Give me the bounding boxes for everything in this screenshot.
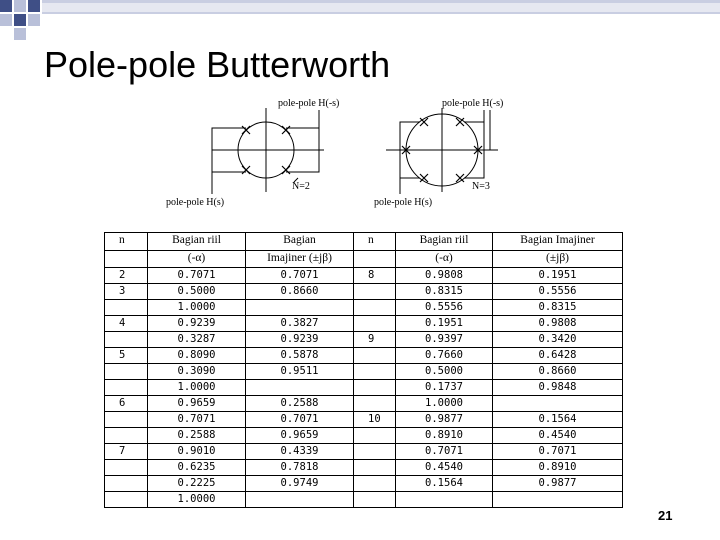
- table-cell: 0.2225: [148, 476, 246, 492]
- leader-line: [464, 110, 484, 122]
- table-row: [105, 316, 623, 332]
- table-cell: [105, 300, 148, 316]
- table-cell: [396, 492, 493, 508]
- table-cell: 0.5556: [396, 300, 493, 316]
- table-cell: 0.7071: [246, 412, 354, 428]
- slide-title: Pole-pole Butterworth: [44, 44, 391, 85]
- table-cell: 0.8660: [246, 284, 354, 300]
- corner-square: [14, 14, 26, 26]
- table-cell: 0.8910: [396, 428, 493, 444]
- table-cell: 7: [105, 444, 148, 460]
- table-cell: [354, 348, 396, 364]
- top-bar-highlight: [42, 3, 720, 12]
- table-cell: 0.9239: [148, 316, 246, 332]
- table-cell: [354, 460, 396, 476]
- table-row: [105, 332, 623, 348]
- diagram-bottom-label: pole-pole H(s): [166, 197, 225, 208]
- table-cell: 1.0000: [396, 396, 493, 412]
- table-cell: 0.7071: [246, 268, 354, 284]
- table-cell: [493, 396, 623, 412]
- table-cell: [354, 316, 396, 332]
- header-cell: Bagian riil: [148, 233, 246, 251]
- table-cell: 0.9010: [148, 444, 246, 460]
- header-cell: [354, 251, 396, 268]
- corner-square: [0, 14, 12, 26]
- table-cell: 0.2588: [246, 396, 354, 412]
- pole-table: [104, 232, 623, 508]
- table-cell: 0.5878: [246, 348, 354, 364]
- corner-square: [14, 0, 26, 12]
- table-cell: 0.9877: [493, 476, 623, 492]
- table-cell: 0.9749: [246, 476, 354, 492]
- table-cell: 0.7818: [246, 460, 354, 476]
- table-cell: 1.0000: [148, 492, 246, 508]
- table-cell: 0.4540: [493, 428, 623, 444]
- table-cell: 0.9397: [396, 332, 493, 348]
- header-cell: (-α): [148, 251, 246, 268]
- table-cell: [105, 332, 148, 348]
- table-cell: 0.1951: [396, 316, 493, 332]
- pole-table-container: [104, 232, 622, 514]
- table-row: [105, 492, 623, 508]
- header-cell: [105, 251, 148, 268]
- header-cell: Imajiner (±jβ): [246, 251, 354, 268]
- table-cell: 0.7071: [493, 444, 623, 460]
- header-cell: Bagian Imajiner: [493, 233, 623, 251]
- table-row: [105, 476, 623, 492]
- pole-diagram-n2: [164, 92, 384, 212]
- table-cell: 0.3827: [246, 316, 354, 332]
- table-cell: 0.2588: [148, 428, 246, 444]
- table-cell: [354, 444, 396, 460]
- corner-square: [28, 0, 40, 12]
- table-cell: [105, 364, 148, 380]
- table-cell: 0.6235: [148, 460, 246, 476]
- table-cell: 9: [354, 332, 396, 348]
- table-cell: 0.4540: [396, 460, 493, 476]
- table-cell: [354, 396, 396, 412]
- diagram-top-label: pole-pole H(-s): [442, 98, 504, 109]
- table-cell: 0.9848: [493, 380, 623, 396]
- table-cell: 0.1951: [493, 268, 623, 284]
- table-cell: [105, 428, 148, 444]
- table-cell: 0.9511: [246, 364, 354, 380]
- table-cell: 0.9659: [148, 396, 246, 412]
- pole-diagram-n3: [372, 92, 542, 212]
- pole-marker: [242, 126, 250, 134]
- table-cell: 8: [354, 268, 396, 284]
- header-cell: n: [354, 233, 396, 251]
- table-header-row: [105, 233, 623, 251]
- table-cell: 10: [354, 412, 396, 428]
- diagram-n-label: N=2: [292, 181, 310, 192]
- table-cell: 0.3287: [148, 332, 246, 348]
- table-cell: 5: [105, 348, 148, 364]
- table-cell: [354, 300, 396, 316]
- table-cell: 0.5556: [493, 284, 623, 300]
- leader-line: [464, 110, 484, 178]
- table-cell: 0.5000: [148, 284, 246, 300]
- table-row: [105, 284, 623, 300]
- diagram-bottom-label: pole-pole H(s): [374, 197, 433, 208]
- table-header-row: [105, 251, 623, 268]
- pole-marker: [282, 126, 290, 134]
- table-body: [105, 268, 623, 508]
- table-cell: 3: [105, 284, 148, 300]
- corner-square: [28, 14, 40, 26]
- table-cell: [246, 300, 354, 316]
- diagram-n-label: N=3: [472, 181, 490, 192]
- table-cell: [105, 476, 148, 492]
- table-cell: [354, 476, 396, 492]
- table-cell: 4: [105, 316, 148, 332]
- table-row: [105, 348, 623, 364]
- table-row: [105, 268, 623, 284]
- leader-line: [400, 150, 406, 194]
- table-cell: 0.7071: [148, 268, 246, 284]
- table-cell: 0.4339: [246, 444, 354, 460]
- table-cell: [354, 428, 396, 444]
- table-cell: [493, 492, 623, 508]
- table-cell: 0.9659: [246, 428, 354, 444]
- table-cell: 0.7660: [396, 348, 493, 364]
- table-cell: 0.5000: [396, 364, 493, 380]
- table-cell: [105, 380, 148, 396]
- table-cell: 0.9808: [396, 268, 493, 284]
- diagram-top-label: pole-pole H(-s): [278, 98, 340, 109]
- header-cell: Bagian riil: [396, 233, 493, 251]
- table-row: [105, 380, 623, 396]
- table-cell: 0.1737: [396, 380, 493, 396]
- table-cell: 0.6428: [493, 348, 623, 364]
- table-row: [105, 412, 623, 428]
- table-row: [105, 300, 623, 316]
- table-cell: 0.1564: [396, 476, 493, 492]
- table-cell: 1.0000: [148, 380, 246, 396]
- table-row: [105, 428, 623, 444]
- table-row: [105, 460, 623, 476]
- table-cell: 0.3090: [148, 364, 246, 380]
- table-cell: 0.7071: [148, 412, 246, 428]
- table-cell: [354, 492, 396, 508]
- table-cell: [105, 460, 148, 476]
- header-cell: n: [105, 233, 148, 251]
- table-cell: [354, 380, 396, 396]
- table-cell: 0.8315: [396, 284, 493, 300]
- table-cell: 2: [105, 268, 148, 284]
- table-row: [105, 444, 623, 460]
- table-cell: 0.7071: [396, 444, 493, 460]
- table-cell: 1.0000: [148, 300, 246, 316]
- table-cell: 0.3420: [493, 332, 623, 348]
- corner-square: [14, 28, 26, 40]
- pole-marker: [242, 166, 250, 174]
- table-cell: [105, 492, 148, 508]
- table-cell: 0.9877: [396, 412, 493, 428]
- table-cell: 0.9239: [246, 332, 354, 348]
- corner-decoration: [0, 0, 720, 40]
- header-cell: Bagian: [246, 233, 354, 251]
- page-number: 21: [658, 508, 673, 523]
- leader-line: [400, 178, 420, 194]
- table-cell: [246, 380, 354, 396]
- table-cell: 0.9808: [493, 316, 623, 332]
- header-cell: (±jβ): [493, 251, 623, 268]
- table-cell: 0.8660: [493, 364, 623, 380]
- table-cell: [354, 364, 396, 380]
- leader-line: [212, 172, 246, 194]
- table-cell: 0.1564: [493, 412, 623, 428]
- table-row: [105, 364, 623, 380]
- leader-line: [286, 110, 319, 128]
- table-row: [105, 396, 623, 412]
- table-cell: 0.8315: [493, 300, 623, 316]
- pole-marker: [282, 166, 290, 174]
- table-cell: 6: [105, 396, 148, 412]
- table-cell: 0.8910: [493, 460, 623, 476]
- table-cell: [246, 492, 354, 508]
- table-cell: [105, 412, 148, 428]
- table-cell: 0.8090: [148, 348, 246, 364]
- table-cell: [354, 284, 396, 300]
- header-cell: (-α): [396, 251, 493, 268]
- corner-square: [0, 0, 12, 12]
